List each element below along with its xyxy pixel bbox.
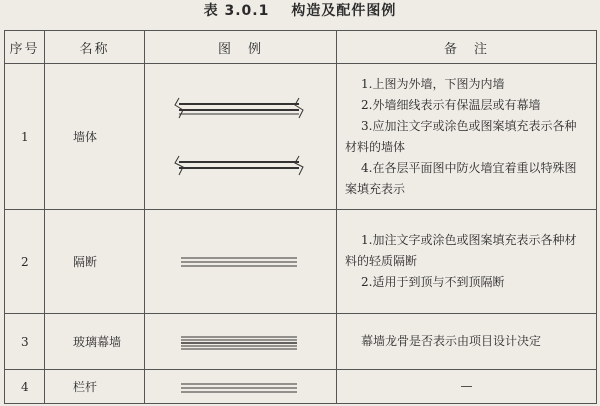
row-name: 栏杆 bbox=[45, 370, 145, 404]
table-title: 构造及配件图例 bbox=[291, 3, 397, 19]
header-note: 备 注 bbox=[337, 31, 597, 64]
header-name: 名称 bbox=[45, 31, 145, 64]
table-caption bbox=[0, 0, 600, 28]
note-line: 幕墙龙骨是否表示由项目设计决定 bbox=[361, 334, 542, 348]
note-line: 1.上图为外墙，下图为内墙 bbox=[361, 76, 505, 91]
row-seq: 2 bbox=[5, 210, 45, 314]
row-name: 玻璃幕墙 bbox=[45, 314, 145, 370]
note-line: 1.加注文字或涂色或图案填充表示各种材料的轻质隔断 bbox=[345, 233, 577, 268]
row-note bbox=[337, 64, 597, 210]
note-line: 3.应加注文字或涂色或图案填充表示各种材料的墙体 bbox=[345, 118, 577, 154]
wall-symbol bbox=[145, 64, 337, 210]
legend-table bbox=[4, 30, 597, 404]
row-note bbox=[337, 210, 597, 314]
glass-curtain-wall-symbol bbox=[145, 314, 337, 370]
row-name: 隔断 bbox=[45, 210, 145, 314]
table-row bbox=[5, 210, 597, 314]
table-number: 表 3.0.1 bbox=[203, 3, 270, 19]
note-line: 2.外墙细线表示有保温层或有幕墙 bbox=[361, 97, 541, 112]
partition-symbol bbox=[145, 210, 337, 314]
header-figure: 图 例 bbox=[145, 31, 337, 64]
header-row bbox=[5, 31, 597, 64]
table-row bbox=[5, 64, 597, 210]
railing-symbol bbox=[145, 370, 337, 404]
table-row bbox=[5, 314, 597, 370]
row-note: — bbox=[337, 370, 597, 404]
row-seq: 3 bbox=[5, 314, 45, 370]
note-line: 2.适用于到顶与不到顶隔断 bbox=[361, 275, 505, 289]
header-seq: 序号 bbox=[5, 31, 45, 64]
row-seq: 1 bbox=[5, 64, 45, 210]
row-seq: 4 bbox=[5, 370, 45, 404]
table-row bbox=[5, 370, 597, 404]
row-name: 墙体 bbox=[45, 64, 145, 210]
row-note bbox=[337, 314, 597, 370]
note-line: 4.在各层平面图中防火墙宜着重以特殊图案填充表示 bbox=[345, 160, 577, 196]
